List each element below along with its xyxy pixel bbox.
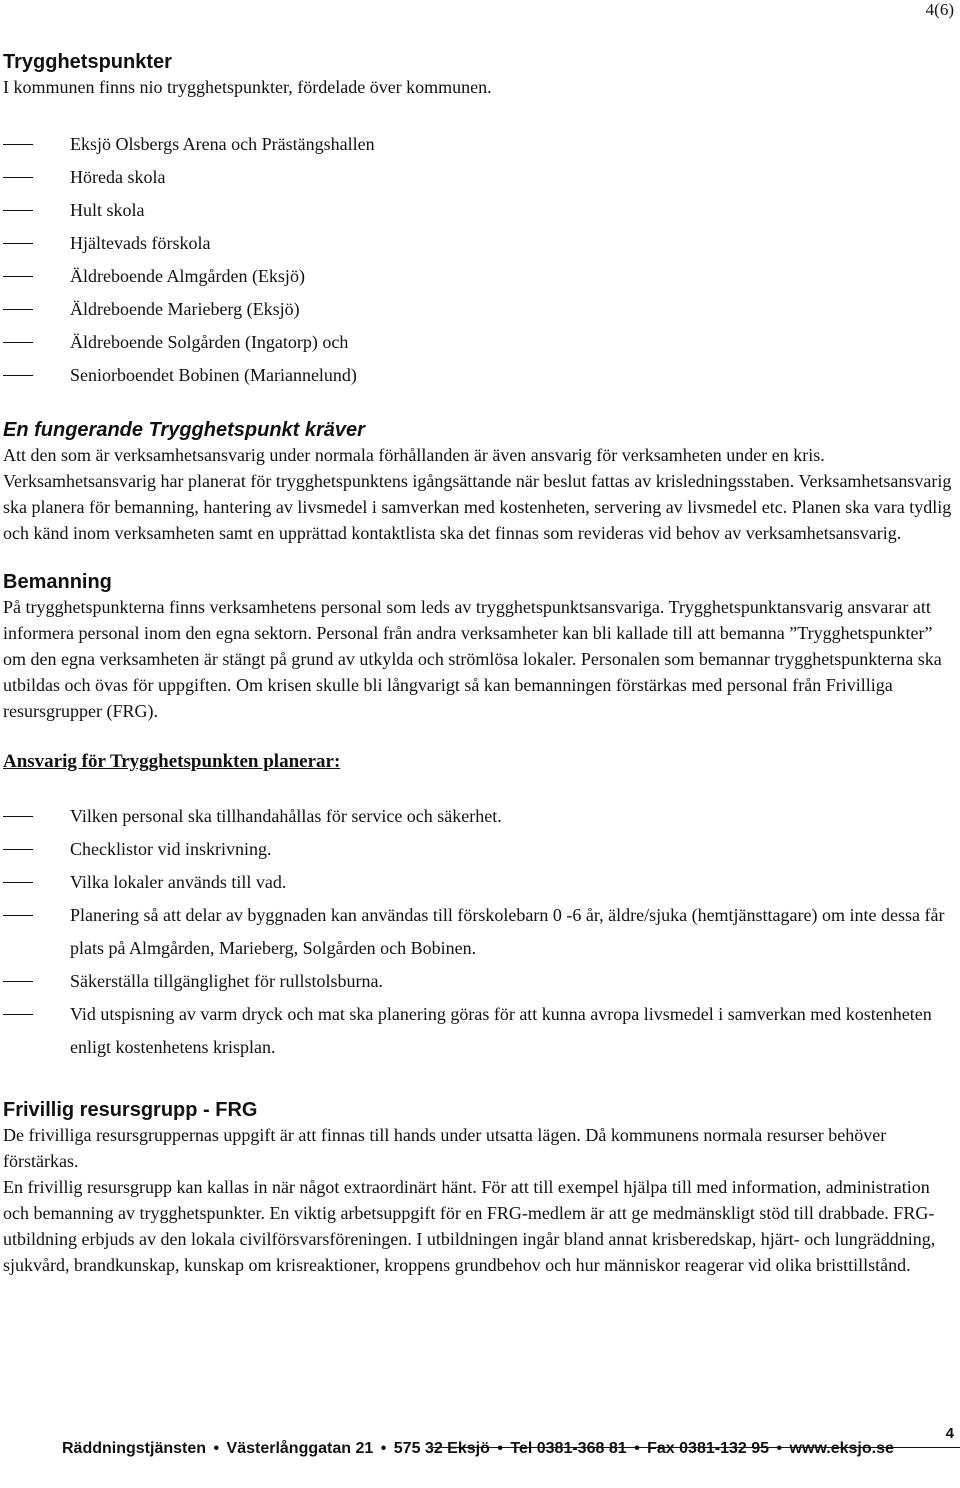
list-item: Checklistor vid inskrivning. <box>3 833 953 866</box>
footer-separator: • <box>380 1440 387 1457</box>
trygghetspunkter-list <box>3 128 953 392</box>
footer-fax: Fax 0381-132 95 <box>647 1440 769 1457</box>
list-item: Hult skola <box>3 194 953 227</box>
footer-separator: • <box>497 1440 503 1457</box>
list-item: Höreda skola <box>3 161 953 194</box>
footer-postal: 575 32 Eksjö <box>393 1440 490 1457</box>
section-bemanning <box>3 570 953 724</box>
footer-web-link[interactable]: www.eksjo.se <box>789 1440 894 1457</box>
section-ansvarig <box>3 750 953 1064</box>
header-page-number: 4(6) <box>925 0 954 19</box>
footer-separator: • <box>634 1440 640 1457</box>
heading-fungerande: En fungerande Trygghetspunkt kräver <box>3 419 365 441</box>
list-item: Planering så att delar av byggnaden kan användas till förskolebarn 0 -6 år, äldre/sjuka (hemtjänsttagare) om inte dessa får plats på Almgården, Marieberg, Solgården och Bobinen. <box>3 899 953 965</box>
heading-ansvarig: Ansvarig för Trygghetspunkten planerar: <box>3 751 341 772</box>
heading-trygghetspunkter: Trygghetspunkter <box>3 51 172 73</box>
list-item: Eksjö Olsbergs Arena och Prästängshallen <box>3 128 953 161</box>
frg-body-1: De frivilliga resursgruppernas uppgift är att finnas till hands under utsatta lägen. Då kommunens normala resurser behöver förstärkas. <box>3 1125 887 1171</box>
intro-text: I kommunen finns nio trygghetspunkter, fördelade över kommunen. <box>3 77 492 97</box>
list-item: Vilka lokaler används till vad. <box>3 866 953 899</box>
footer-contact <box>62 1440 894 1458</box>
list-item: Äldreboende Marieberg (Eksjö) <box>3 293 953 326</box>
heading-bemanning: Bemanning <box>3 571 112 593</box>
list-item: Säkerställa tillgänglighet för rullstolsburna. <box>3 965 953 998</box>
list-item: Äldreboende Almgården (Eksjö) <box>3 260 953 293</box>
list-item: Hjältevads förskola <box>3 227 953 260</box>
ansvarig-list <box>3 800 953 1064</box>
frg-body-2: En frivillig resursgrupp kan kallas in när något extraordinärt hänt. För att till exempel hjälpa till med information, administration och bemanning av trygghetspunkter. En viktig arbetsuppgift för en FRG-medlem är att ge medmänskligt stöd till drabbade. FRG-utbildning erbjuds av den lokala civilförsvarsföreningen. I utbildningen ingår bland annat krisberedskap, hjärt- och lungräddning, sjukvård, brandkunskap, kunskap om krisreaktioner, kroppens grundbehov och hur människor reagerar vid olika bristtillstånd. <box>3 1177 936 1275</box>
list-item: Seniorboendet Bobinen (Mariannelund) <box>3 359 953 392</box>
section-trygghetspunkter <box>3 50 953 392</box>
bemanning-body: På trygghetspunkterna finns verksamhetens personal som leds av trygghetspunktsansvariga. Trygghetspunktansvarig ansvarar att informera personal inom den egna sektorn. Personal från andra verksamheter kan bli kallade till att bemanna ”Trygghetspunkter” om den egna verksamheten är stängt på grund av utkylda och strömlösa lokaler. Personalen som bemannar trygghetspunkterna ska utbildas och övas för uppgiften. Om krisen skulle bli långvarigt så kan bemanningen förstärkas med personal från Frivilliga resursgrupper (FRG). <box>3 597 942 721</box>
footer-separator: • <box>776 1440 783 1457</box>
list-item: Vid utspisning av varm dryck och mat ska planering göras för att kunna avropa livsmedel i samverkan med kostenheten enligt kostenhetens krisplan. <box>3 998 953 1064</box>
section-frg <box>3 1098 953 1278</box>
footer-org: Räddningstjänsten <box>62 1440 207 1457</box>
footer-separator: • <box>213 1440 220 1457</box>
list-item: Vilken personal ska tillhandahållas för service och säkerhet. <box>3 800 953 833</box>
footer-address: Västerlånggatan 21 <box>226 1440 374 1457</box>
section-fungerande <box>3 418 953 546</box>
heading-frg: Frivillig resursgrupp - FRG <box>3 1099 258 1121</box>
footer-phone: Tel 0381-368 81 <box>510 1440 627 1457</box>
list-item: Äldreboende Solgården (Ingatorp) och <box>3 326 953 359</box>
footer-page-number: 4 <box>945 1425 954 1442</box>
fungerande-body: Att den som är verksamhetsansvarig under normala förhållanden är även ansvarig för verksamheten under en kris. Verksamhetsansvarig har planerat för trygghetspunktens igångsättande när beslut fattas av krisledningsstaben. Verksamhetsansvarig ska planera för bemanning, hantering av livsmedel i samverkan med kostenheten, servering av livsmedel etc. Planen ska vara tydlig och känd inom verksamheten samt en upprättad kontaktlista ska det finnas som revideras vid behov av verksamhetsansvarig. <box>3 445 952 543</box>
